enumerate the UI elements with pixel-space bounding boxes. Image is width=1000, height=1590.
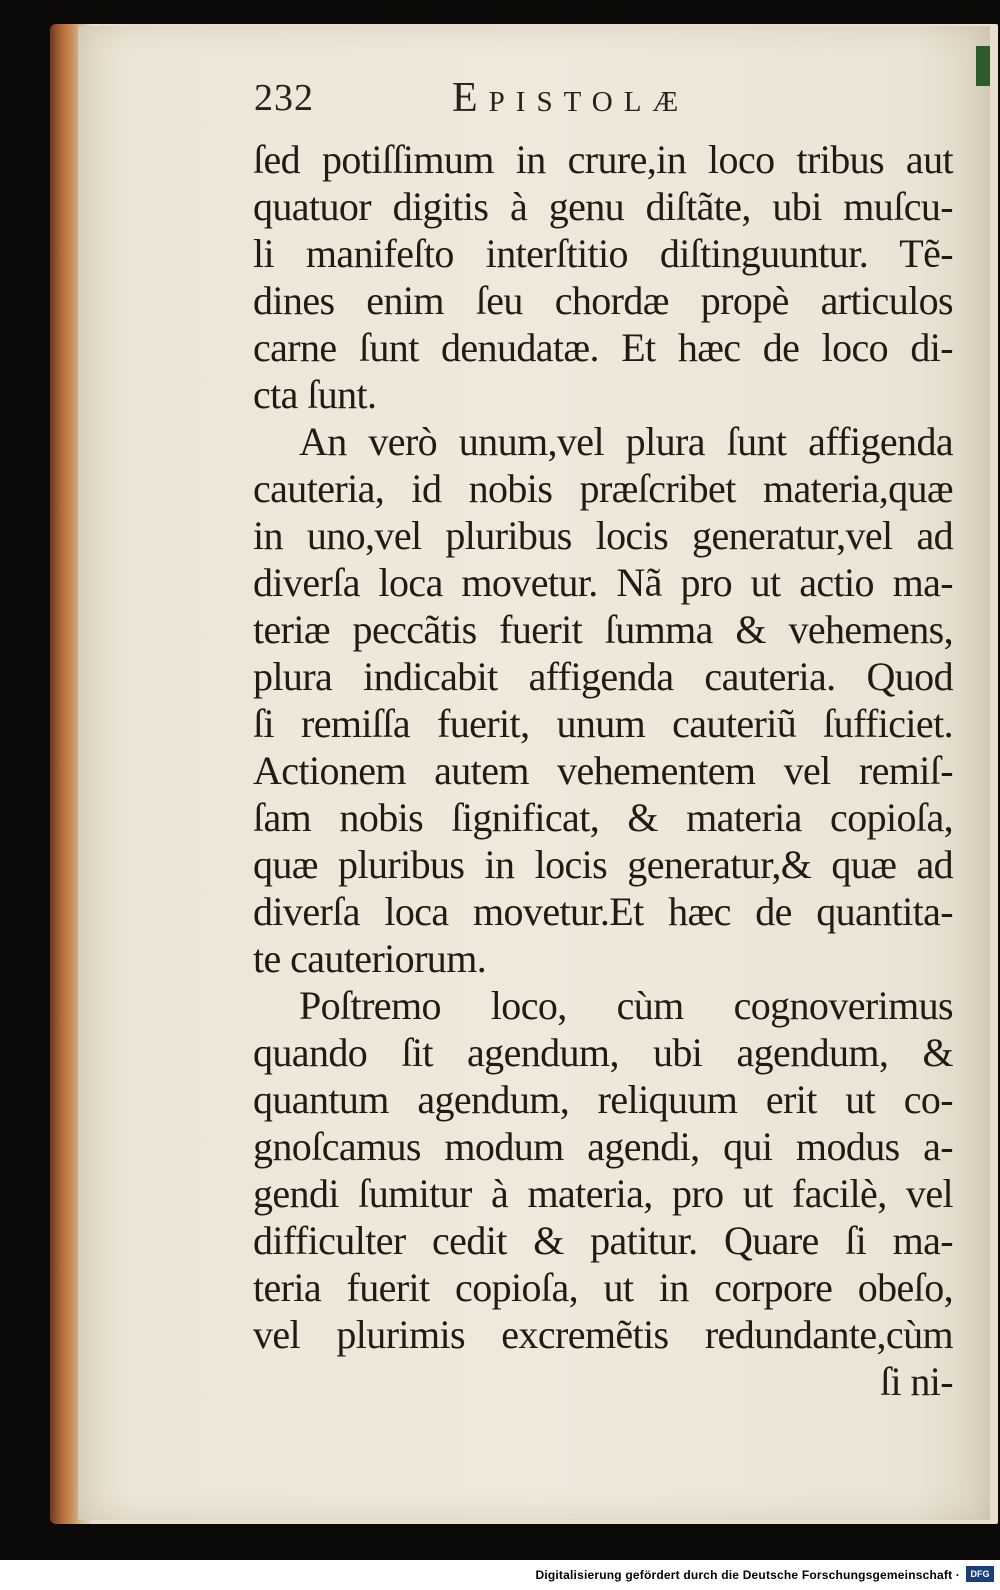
text-line: plura indicabit affigenda cauteria. Quod (253, 654, 953, 699)
text-line: teria fuerit copioſa, ut in corpore obeſo, (253, 1265, 953, 1310)
text-line: diverſa loca movetur. Nã pro ut actio ma- (253, 560, 953, 605)
text-line: ſam nobis ſignificat, & materia copioſa, (253, 795, 953, 840)
text-line: carne ſunt denudatæ. Et hæc de loco di- (253, 325, 953, 370)
text-line: dines enim ſeu chordæ propè articulos (253, 278, 953, 323)
spine-tab (976, 46, 990, 86)
running-head: Epistolæ (452, 75, 690, 121)
text-line: Poſtremo loco, cùm cognoverimus (299, 983, 953, 1028)
text-line: in uno,vel pluribus locis generatur,vel ad (253, 513, 953, 558)
catchword: ſi ni- (879, 1359, 953, 1404)
text-line: gnoſcamus modum agendi, qui modus a- (253, 1124, 953, 1169)
footer-bar (0, 1560, 1000, 1590)
dfg-logo-icon: DFG (966, 1566, 994, 1582)
page-header (254, 72, 954, 132)
text-line: An verò unum,vel plura ſunt affigenda (299, 419, 953, 464)
text-line: Actionem autem vehementem vel remiſ- (253, 748, 953, 793)
page-number: 232 (254, 77, 314, 119)
text-line: teriæ peccãtis fuerit ſumma & vehemens, (253, 607, 953, 652)
text-line: li manifeſto interſtitio diſtinguuntur. Tẽ- (253, 231, 953, 276)
text-block (253, 136, 953, 1405)
text-line: cta ſunt. (253, 372, 377, 417)
text-line: ſed potiſſimum in crure,in loco tribus aut (253, 137, 953, 182)
text-line: quatuor digitis à genu diſtãte, ubi muſcu- (253, 184, 953, 229)
text-line: te cauteriorum. (253, 936, 487, 981)
funding-credit: Digitalisierung gefördert durch die Deutsche Forschungsgemeinschaft · (535, 1568, 960, 1582)
text-line: difficulter cedit & patitur. Quare ſi ma- (253, 1218, 953, 1263)
text-line: diverſa loca movetur.Et hæc de quantita- (253, 889, 953, 934)
text-line: quantum agendum, reliquum erit ut co- (253, 1077, 953, 1122)
text-line: gendi ſumitur à materia, pro ut facilè, vel (253, 1171, 953, 1216)
text-line: ſi remiſſa fuerit, unum cauteriũ ſufficiet. (253, 701, 953, 746)
text-line: vel plurimis excremẽtis redundante,cùm (253, 1312, 953, 1357)
text-line: quando ſit agendum, ubi agendum, & (253, 1030, 953, 1075)
text-line: cauteria, id nobis præſcribet materia,quæ (253, 466, 953, 511)
text-line: quæ pluribus in locis generatur,& quæ ad (253, 842, 953, 887)
